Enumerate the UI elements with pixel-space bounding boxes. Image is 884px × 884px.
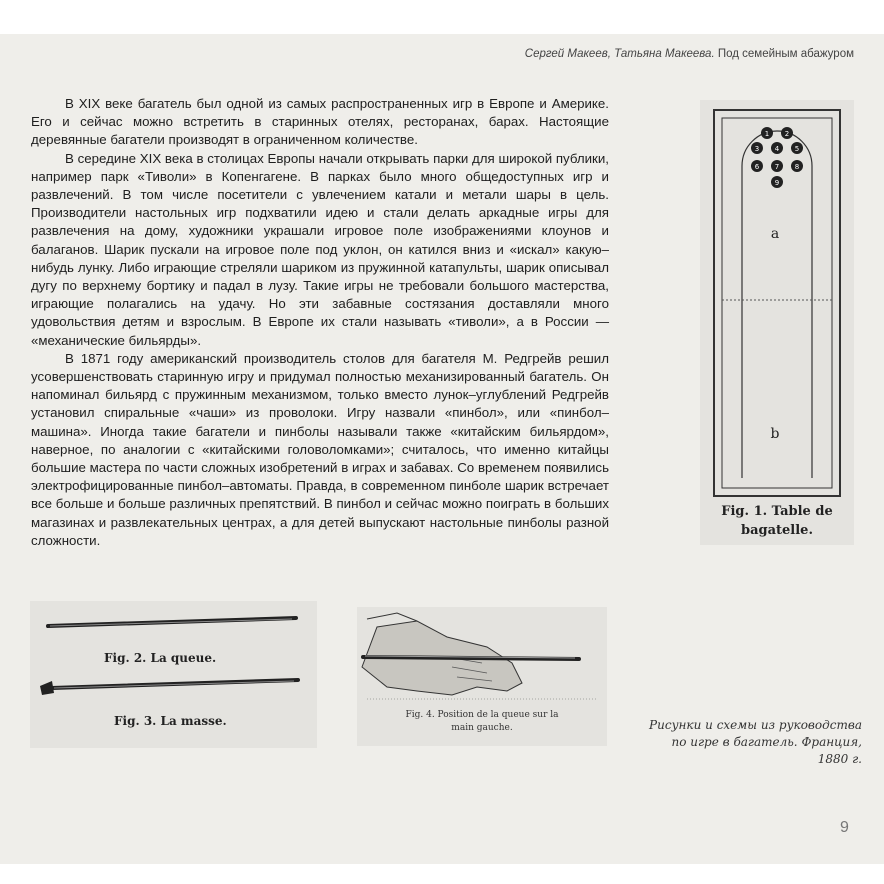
body-text	[31, 95, 609, 550]
paragraph: В середине XIX века в столицах Европы начали открывать парки для широкой публики, например парк «Тиволи» в Копенгагене. В парках было много общедоступных игр и развлечений. В том числе посетители с увлечением катали и метали шары в цель. Производители настольных игр подхватили идею и стали делать аркадные игры для развлечения на дому, художники украшали игровое поле изображениями клоунов и балаганов. Шарик пускали на игровое поле под уклон, он катился вниз и «искал» какую–нибудь лунку. Либо играющие стреляли шариком из пружинной катапульты, шарик описывал дугу по верхнему бортику и падал в лузу. Такие игры не требовали большого мастерства, играющие полагались на удачу. Но эти забавные состязания доставляли много удовольствия детям и взрослым. В Европе их стали называть «тиволи», а в России — «механические бильярды».	[31, 150, 609, 348]
figure-2-3-cues	[30, 601, 317, 748]
label-a: a	[770, 226, 780, 242]
figure-4-caption-line2: main gauche.	[451, 723, 513, 733]
hole-number: 5	[794, 145, 800, 153]
figures-caption	[648, 717, 862, 768]
bagatelle-table-drawing	[712, 108, 842, 498]
hole-number: 4	[774, 145, 780, 153]
figure-1-caption	[700, 502, 854, 540]
book-page	[0, 34, 884, 864]
hole-number: 6	[754, 163, 760, 171]
figure-4-caption	[357, 709, 607, 735]
paragraph: В XIX веке багатель был одной из самых распространенных игр в Европе и Америке. Его и сейчас можно встретить в старинных отелях, ресторанах, барах. Настоящие деревянные багатели производят в ограниченном количестве.	[31, 96, 609, 148]
figure-4-hand-with-cue	[357, 607, 607, 746]
hole-number: 3	[754, 145, 760, 153]
hand-cue-drawing	[357, 607, 607, 707]
running-header	[525, 48, 854, 60]
figure-2-caption: Fig. 2. La queue.	[104, 651, 217, 665]
hole-number: 1	[764, 130, 770, 138]
paragraph: В 1871 году американский производитель столов для багателя М. Редгрейв решил усовершенствовать старинную игру и придумал полностью механизированный багатель. Он напоминал бильярд с пружинным механизмом, только вместо лунок–углублений Редгрейв установил спиральные «чаши» из проволоки. Игру назвали «пинбол», или «пинбол–машина». Иногда такие багатели и пинболы называли также «китайским бильярдом», наверное, по аналогии с «китайскими головоломками»; считалось, что именно китайцы большие мастера по части сложных изобретений в играх и забавах. Со временем появились электрофицированные пинбол–автоматы. Правда, в современном пинболе шарик встречает все больше и больше различных препятствий. В пинбол и сейчас можно поиграть в больших магазинах и развлекательных центрах, а для детей выпускают настольные пинболы разной сложности.	[31, 350, 609, 548]
page-number: 9	[840, 819, 849, 836]
label-b: b	[770, 426, 780, 442]
header-authors: Сергей Макеев, Татьяна Макеева.	[524, 48, 715, 60]
figures-caption-line1: Рисунки и схемы из руководства	[649, 718, 862, 732]
figure-1-caption-line1: Fig. 1. Table de	[721, 504, 833, 519]
header-title: Под семейным абажуром	[714, 48, 854, 60]
hole-number: 9	[774, 179, 780, 187]
figures-caption-line2: по игре в багатель. Франция, 1880 г.	[671, 735, 862, 766]
figure-1-bagatelle-table	[700, 100, 854, 545]
hole-number: 7	[774, 163, 780, 171]
figure-4-caption-line1: Fig. 4. Position de la queue sur la	[405, 710, 559, 720]
figure-3-caption: Fig. 3. La masse.	[114, 714, 227, 728]
hole-number: 8	[794, 163, 800, 171]
hole-number: 2	[784, 130, 790, 138]
figure-1-caption-line2: bagatelle.	[741, 523, 813, 538]
